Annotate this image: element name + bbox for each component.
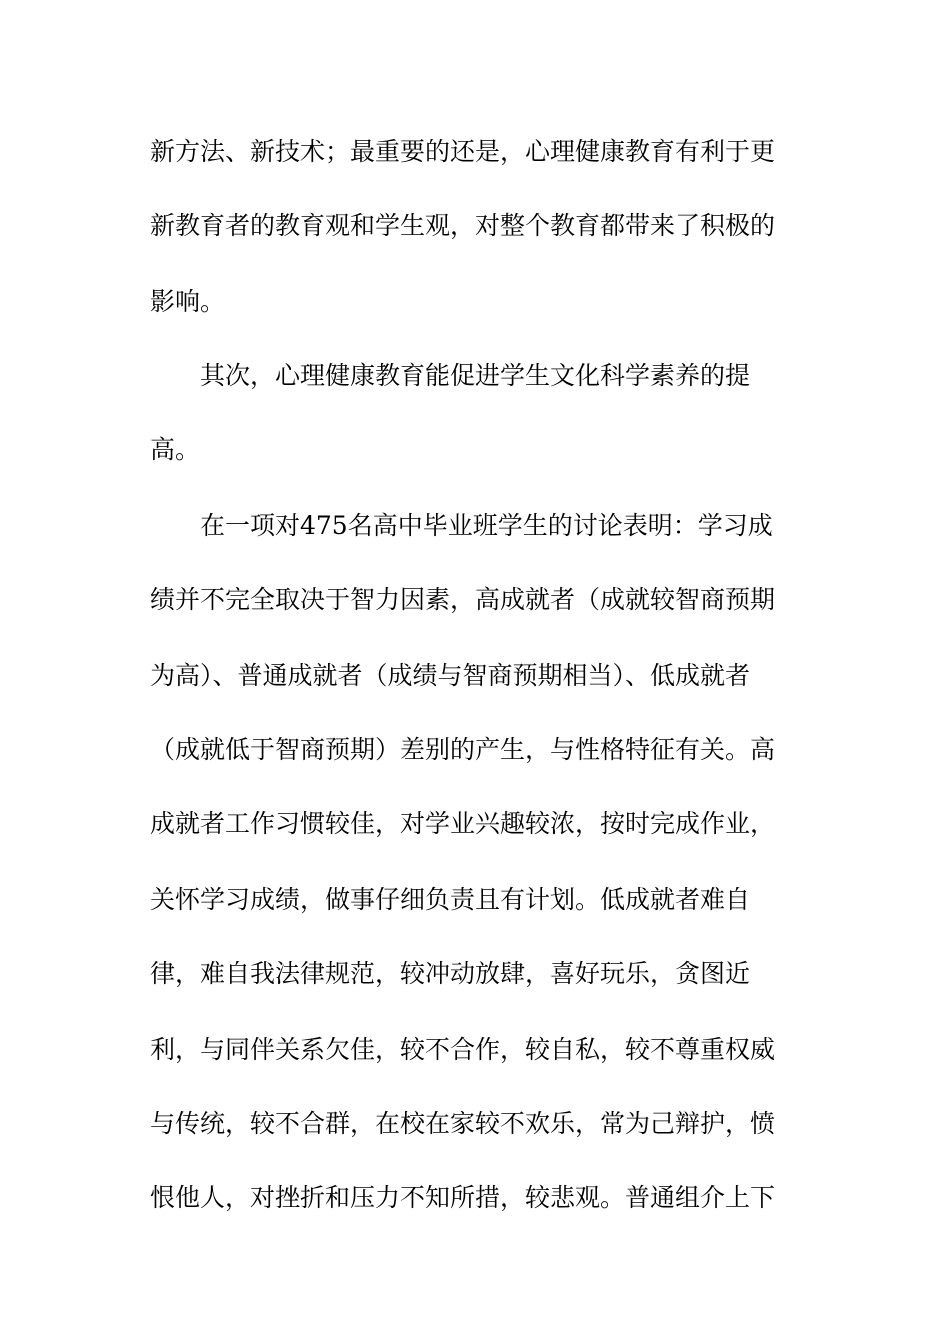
text-line: 恨他人，对挫折和压力不知所措，较悲观。普通组介上下 (150, 1183, 776, 1212)
text-line: 新方法、新技术；最重要的还是，心理健康教育有利于更 (150, 137, 776, 166)
text-line: 影响。 (150, 287, 226, 316)
text-line: 律，难自我法律规范，较冲动放肆，喜好玩乐，贪图近 (150, 959, 751, 988)
text-line: 与传统，较不合群，在校在家较不欢乐，常为己辩护，愤 (150, 1109, 776, 1138)
text-line: 为高）、普通成就者（成绩与智商预期相当）、低成就者 (150, 661, 751, 690)
text-line: 其次，心理健康教育能促进学生文化科学素养的提 (200, 361, 751, 390)
text-line: 绩并不完全取决于智力因素，高成就者（成就较智商预期 (150, 585, 776, 614)
text-line: 在一项对475名高中毕业班学生的讨论表明：学习成 (200, 511, 773, 540)
text-line: 关怀学习成绩，做事仔细负责且有计划。低成就者难自 (150, 885, 751, 914)
text-line: 高。 (150, 435, 201, 464)
text-line: （成就低于智商预期）差别的产生，与性格特征有关。高 (150, 735, 776, 764)
text-line: 成就者工作习惯较佳，对学业兴趣较浓，按时完成作业， (150, 809, 776, 838)
text-line: 新教育者的教育观和学生观，对整个教育都带来了积极的 (150, 211, 776, 240)
text-line: 利，与同伴关系欠佳，较不合作，较自私，较不尊重权威 (150, 1035, 776, 1064)
